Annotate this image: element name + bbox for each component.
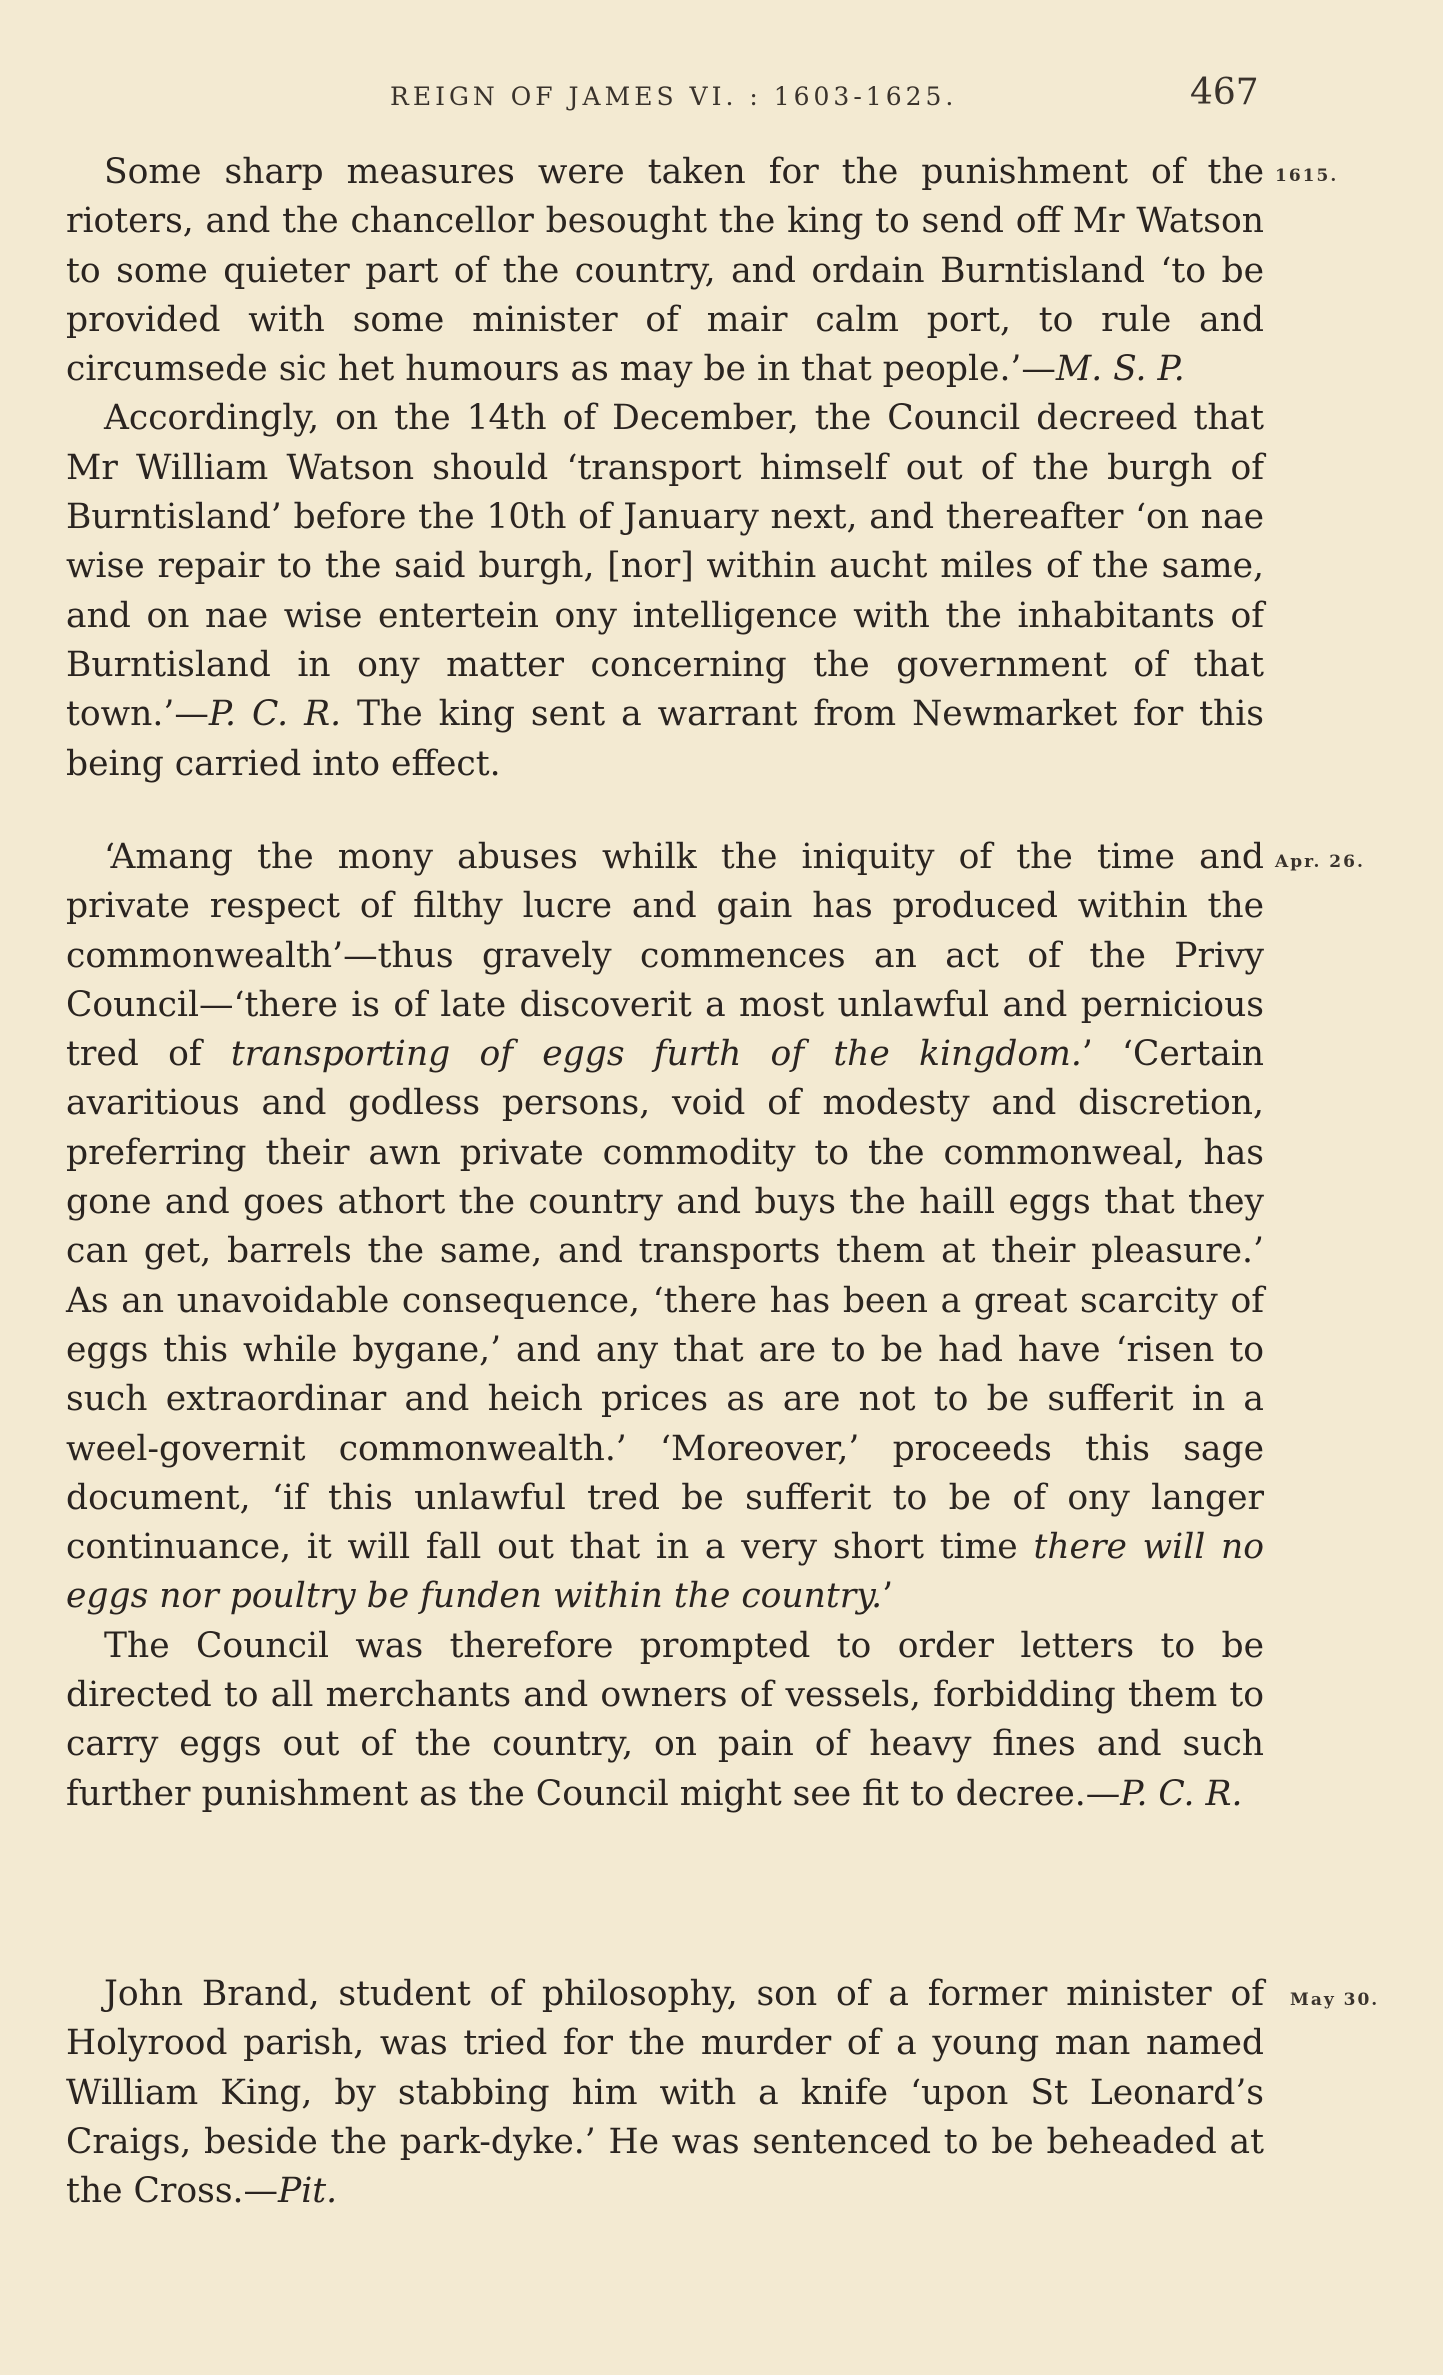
section-watson [66, 148, 1264, 789]
section-brand [66, 1970, 1264, 2216]
margin-date-may-30: May 30. [1290, 1990, 1380, 2010]
paragraph-text: ’ ‘Certain avaritious and godless persons, void of modesty and discretion, preferring their awn private commodity to the commonweal, has gone and goes athort the country and buys the haill eggs that they can get, barrels the same, and transports them at their pleasure.’ As an unavoidable consequence, ‘there has been a great scarcity of eggs this while bygane,’ and any that are to be had have ‘risen to such extraordinar and heich prices as are not to be sufferit in a weel-governit commonwealth.’ ‘Moreover,’ proceeds this sage document, ‘if this unlawful tred be sufferit to be of ony langer continuance, it will fall out that in a very short time [66, 1034, 1264, 1568]
citation: Pit. [278, 2171, 338, 2212]
italic-phrase: transporting of eggs furth of the kingdom. [230, 1034, 1082, 1075]
margin-date-1615: 1615. [1275, 166, 1339, 186]
citation: P. C. R. [1120, 1773, 1243, 1814]
running-head: REIGN OF JAMES VI. : 1603-1625. [390, 82, 958, 111]
citation: M. S. P. [1055, 349, 1185, 390]
section-eggs [66, 833, 1264, 1819]
paragraph-council-letters [66, 1622, 1264, 1819]
paragraph-rioters [66, 148, 1264, 394]
paragraph-text: ‘Amang the mony abuses whilk the iniquity of the time and private respect of filthy lucre and gain has produced within the commonwealth’—thus gravely commences an act of the Privy Council—‘there is of late discoverit a most unlawful and pernicious tred of [66, 837, 1264, 1075]
paragraph-text: Some sharp measures were taken for the punishment of the rioters, and the chancellor besought the king to send off Mr Watson to some quieter part of the country, and ordain Burntisland ‘to be provided with some minister of mair calm port, to rule and circumsede sic het humours as may be in that people.’— [66, 152, 1264, 390]
paragraph-text: ’ [882, 1576, 894, 1617]
paragraph-text: The king sent a warrant from Newmarket for this being carried into effect. [66, 694, 1264, 784]
page-number: 467 [1190, 72, 1259, 113]
paragraph-council-decree [66, 394, 1264, 788]
paragraph-eggs-act [66, 833, 1264, 1622]
citation: P. C. R. [208, 694, 342, 735]
paragraph-text: Accordingly, on the 14th of December, the Council decreed that Mr William Watson should ‘transport himself out of the burgh of Burntisland’ before the 10th of January next, and thereafter ‘on nae wise repair to the said burgh, [nor] within aucht miles of the same, and on nae wise entertein ony intelligence with the inhabitants of Burntisland in ony matter concerning the government of that town.’— [66, 398, 1264, 735]
paragraph-text: John Brand, student of philosophy, son of a former minister of Holyrood parish, was tried for the murder of a young man named William King, by stabbing him with a knife ‘upon St Leonard’s Craigs, beside the park-dyke.’ He was sentenced to be beheaded at the Cross.— [66, 1974, 1264, 2212]
paragraph-john-brand [66, 1970, 1264, 2216]
paragraph-text: The Council was therefore prompted to order letters to be directed to all merchants and owners of vessels, forbidding them to carry eggs out of the country, on pain of heavy fines and such further punishment as the Council might see fit to decree.— [66, 1625, 1264, 1814]
italic-phrase: there will no eggs nor poultry be funden within the country. [66, 1527, 1264, 1617]
margin-date-apr-26: Apr. 26. [1275, 852, 1365, 872]
